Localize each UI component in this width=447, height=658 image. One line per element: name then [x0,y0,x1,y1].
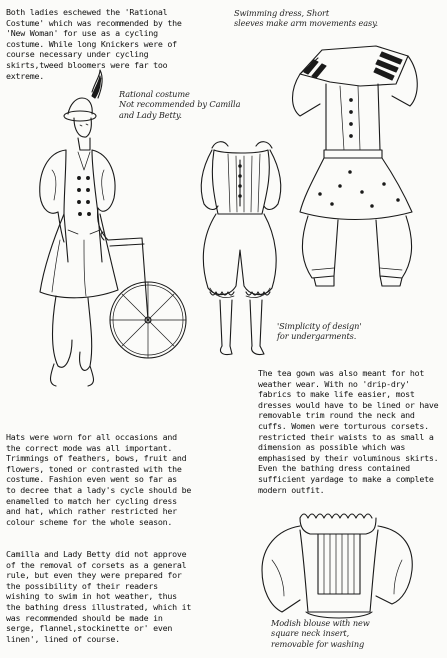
undergarments-illustration [201,142,281,355]
rational-costume-caption: Rational costume Not recommended by Camilla and Lady Betty. [119,89,241,120]
swimming-dress-illustration [293,46,418,286]
tea-gown-paragraph: The tea gown was also meant for hot weather wear. With no 'drip-dry' fabrics to make life easier, most dresses would have to be lined or have removable trim round the neck and cuffs. Women were torturous corsets. restricted their waists to as small a dimension as possible which was emphasised by their voluminous skirts. Even the bathing dress contained sufficient yardage to make a complete modern outfit. [258,368,439,495]
hats-paragraph: Hats were worn for all occasions and the correct mode was all important. Trimmings of feathers, bows, fruit and flowers, toned or contrasted with the costume. Fashion even went so far as to decree that a lady's cycle should be enamelled to match her cycling dress and hat, which rather restricted her colour scheme for the whole season. [6,432,192,527]
blouse-illustration [262,514,412,618]
blouse-caption: Modish blouse with new square neck insert, removable for washing [271,618,370,649]
rational-costume-paragraph: Both ladies eschewed the 'Rational Costume' which was recommended by the 'New Woman' for use as a cycling costume. While long Knickers were of course necessary under cycling skirts,tweed bloomers were far too extreme. [6,7,182,81]
corsets-paragraph: Camilla and Lady Betty did not approve of the removal of corsets as a general rule, but even they were prepared for the possibility of their readers wishing to swim in hot weather, thus the bathing dress illustrated, which it was recommended should be made in serge, flannel,stockinette or' even linen', lined of course. [6,549,192,644]
simplicity-caption: 'Simplicity of design' for undergarments. [277,321,362,342]
swimming-dress-caption: Swimming dress, Short sleeves make arm movements easy. [234,8,379,29]
